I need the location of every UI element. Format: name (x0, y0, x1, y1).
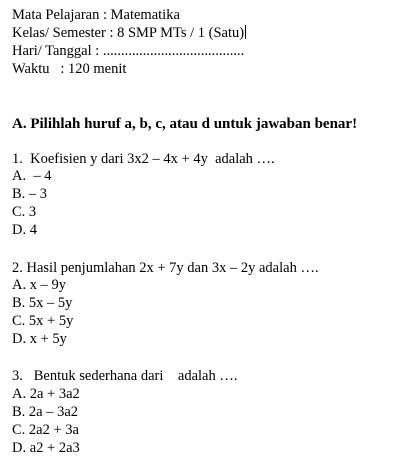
option-a: A. 2a + 3a2 (12, 386, 80, 402)
option-b: B. 5x – 5y (12, 295, 73, 311)
question-text: 3. Bentuk sederhana dari adalah …. (12, 368, 238, 384)
class-semester-line (12, 25, 246, 42)
option-c: C. 3 (12, 204, 37, 220)
question-text: 1. Koefisien y dari 3x2 – 4x + 4y adalah …. (12, 151, 275, 167)
subject-line: Mata Pelajaran : Matematika (12, 7, 180, 23)
option-d: D. a2 + 2a3 (12, 440, 80, 456)
time-line (12, 61, 126, 78)
option-a: A. – 4 (12, 168, 52, 184)
text-cursor (245, 25, 246, 39)
time-label: Waktu (12, 61, 50, 77)
option-b: B. 2a – 3a2 (12, 404, 79, 420)
class-semester-text: Kelas/ Semester : 8 SMP MTs / 1 (Satu) (12, 25, 245, 41)
option-b: B. – 3 (12, 186, 48, 202)
question-text: 2. Hasil penjumlahan 2x + 7y dan 3x – 2y adalah …. (12, 260, 319, 276)
option-d: D. x + 5y (12, 331, 67, 347)
date-line (12, 43, 244, 60)
option-a: A. x – 9y (12, 277, 66, 293)
date-value: : ....................................... (91, 43, 245, 59)
date-label: Hari/ Tanggal (12, 43, 92, 59)
option-c: C. 2a2 + 3a (12, 422, 79, 438)
option-c: C. 5x + 5y (12, 313, 74, 329)
section-title: A. Pilihlah huruf a, b, c, atau d untuk jawaban benar! (12, 116, 358, 132)
time-value: : 120 menit (49, 61, 127, 77)
option-d: D. 4 (12, 222, 37, 238)
